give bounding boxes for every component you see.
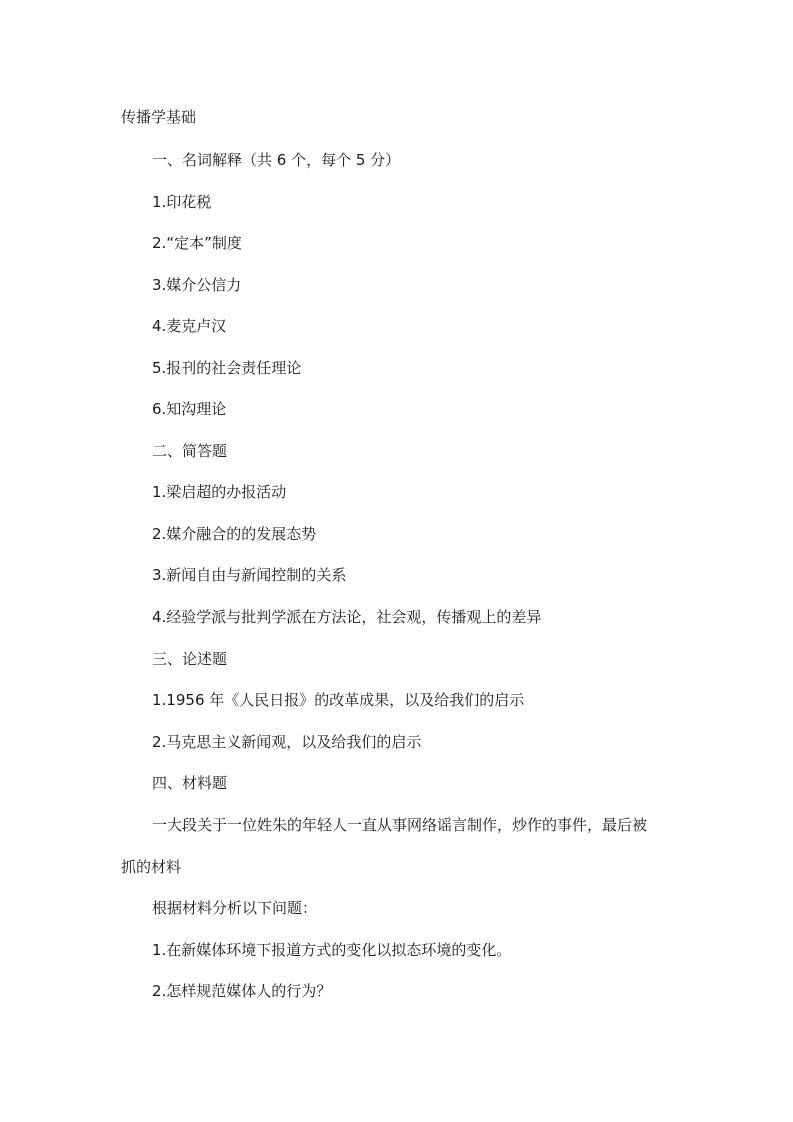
material-question: 2.怎样规范媒体人的行为？ (152, 982, 332, 1000)
short-answer-item: 3.新闻自由与新闻控制的关系 (152, 566, 347, 584)
material-prompt: 根据材料分析以下问题： (152, 899, 318, 917)
definition-item: 4.麦克卢汉 (152, 317, 227, 335)
definition-item: 6.知沟理论 (152, 400, 227, 418)
essay-item: 2.马克思主义新闻观，以及给我们的启示 (152, 733, 422, 751)
section-heading-short-answer: 二、简答题 (152, 442, 228, 460)
section-heading-material: 四、材料题 (152, 774, 228, 792)
definition-item: 2.“定本”制度 (152, 234, 242, 252)
short-answer-item: 2.媒介融合的的发展态势 (152, 525, 317, 543)
short-answer-item: 4.经验学派与批判学派在方法论，社会观，传播观上的差异 (152, 608, 542, 626)
essay-item: 1.1956 年《人民日报》的改革成果，以及给我们的启示 (152, 691, 525, 709)
document-title: 传播学基础 (121, 108, 197, 126)
material-text: 一大段关于一位姓朱的年轻人一直从事网络谣言制作，炒作的事件，最后被 (152, 816, 648, 834)
material-text-continued: 抓的材料 (121, 858, 182, 876)
section-heading-essay: 三、论述题 (152, 650, 228, 668)
definition-item: 3.媒介公信力 (152, 276, 242, 294)
section-heading-definitions: 一、名词解释（共 6 个，每个 5 分） (152, 151, 401, 169)
definition-item: 1.印花税 (152, 193, 212, 211)
material-question: 1.在新媒体环境下报道方式的变化以拟态环境的变化。 (152, 941, 512, 959)
short-answer-item: 1.梁启超的办报活动 (152, 483, 287, 501)
definition-item: 5.报刊的社会责任理论 (152, 359, 302, 377)
